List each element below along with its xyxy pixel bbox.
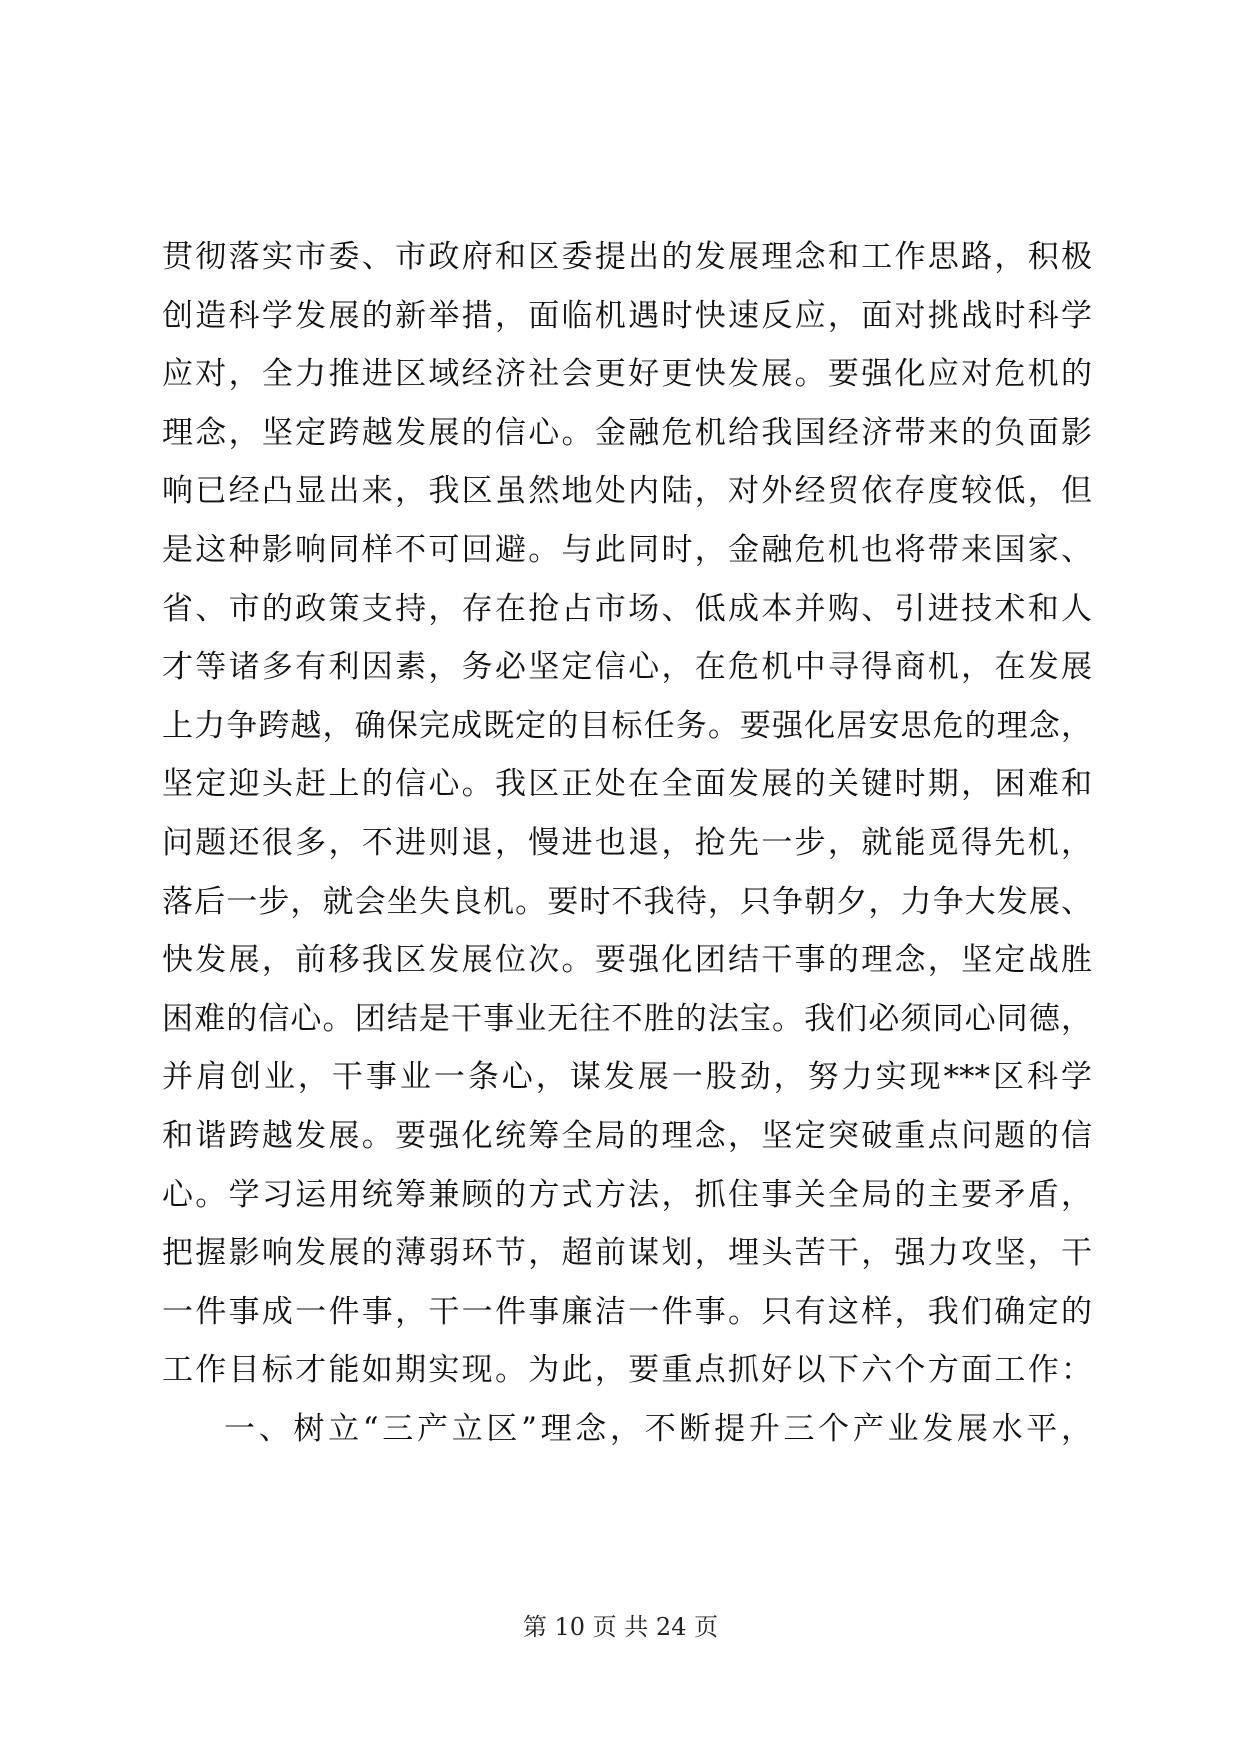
text-line: 一件事成一件事，干一件事廉洁一件事。只有这样，我们确定的 — [162, 1293, 1092, 1330]
text-line: 并肩创业，干事业一条心，谋发展一股劲，努力实现***区科学 — [162, 1059, 1092, 1096]
text-line: 应对，全力推进区域经济社会更好更快发展。要强化应对危机的 — [162, 356, 1092, 393]
text-line: 理念，坚定跨越发展的信心。金融危机给我国经济带来的负面影 — [162, 414, 1092, 451]
text-line: 贯彻落实市委、市政府和区委提出的发展理念和工作思路，积极 — [162, 239, 1092, 275]
body-text — [162, 228, 1092, 1458]
section-heading-line: 一、树立“三产立区”理念，不断提升三个产业发展水平， — [224, 1410, 1092, 1447]
page-footer — [0, 1612, 1241, 1642]
text-line: 把握影响发展的薄弱环节，超前谋划，埋头苦干，强力攻坚，干 — [162, 1235, 1092, 1272]
text-line: 和谐跨越发展。要强化统筹全局的理念，坚定突破重点问题的信 — [162, 1117, 1092, 1154]
page-number: 第 10 页 共 24 页 — [522, 1613, 719, 1641]
text-line: 才等诸多有利因素，务必坚定信心，在危机中寻得商机，在发展 — [162, 649, 1092, 686]
text-line: 落后一步，就会坐失良机。要时不我待，只争朝夕，力争大发展、 — [162, 883, 1092, 920]
text-line: 省、市的政策支持，存在抢占市场、低成本并购、引进技术和人 — [162, 590, 1092, 627]
text-line: 响已经凸显出来，我区虽然地处内陆，对外经贸依存度较低，但 — [162, 473, 1092, 510]
text-line: 上力争跨越，确保完成既定的目标任务。要强化居安思危的理念， — [162, 707, 1092, 744]
text-line: 工作目标才能如期实现。为此，要重点抓好以下六个方面工作： — [162, 1352, 1092, 1389]
text-line: 困难的信心。团结是干事业无往不胜的法宝。我们必须同心同德， — [162, 1000, 1092, 1037]
text-line: 快发展，前移我区发展位次。要强化团结干事的理念，坚定战胜 — [162, 942, 1092, 979]
text-line: 坚定迎头赶上的信心。我区正处在全面发展的关键时期，困难和 — [162, 766, 1092, 803]
text-line: 问题还很多，不进则退，慢进也退，抢先一步，就能觅得先机， — [162, 824, 1092, 861]
text-line: 是这种影响同样不可回避。与此同时，金融危机也将带来国家、 — [162, 531, 1092, 568]
text-line: 创造科学发展的新举措，面临机遇时快速反应，面对挑战时科学 — [162, 297, 1092, 334]
text-line: 心。学习运用统筹兼顾的方式方法，抓住事关全局的主要矛盾， — [162, 1176, 1092, 1213]
